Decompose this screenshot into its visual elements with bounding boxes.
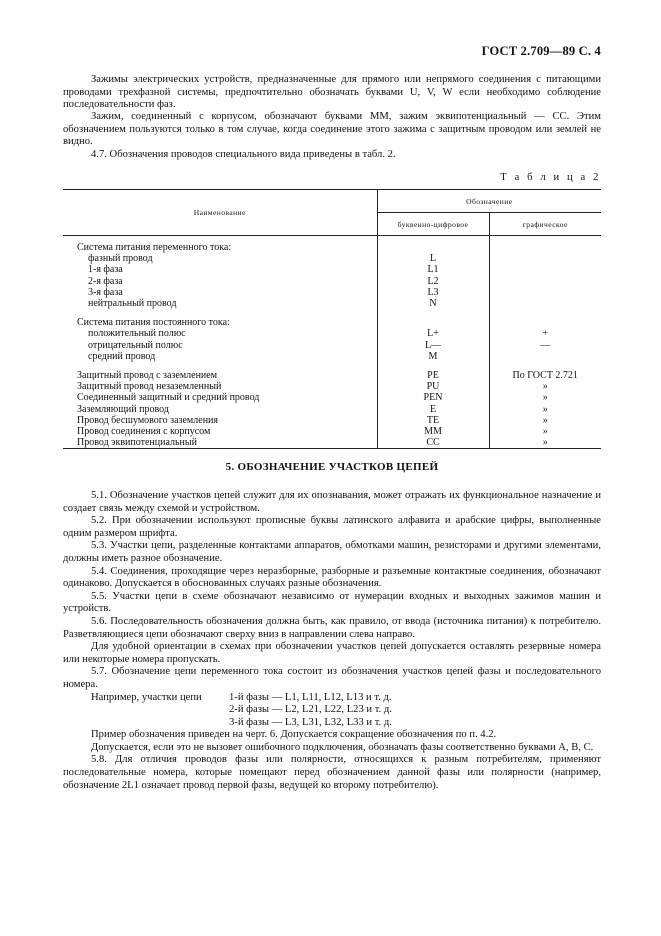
table-caption: Т а б л и ц а 2 xyxy=(500,172,601,183)
example-phase-1: 1-й фазы — L1, L11, L12, L13 и т. д. xyxy=(229,691,392,703)
section-5-body xyxy=(63,490,601,792)
paragraph-5-4: 5.4. Соединения, проходящие через неразборные, разборные и разъемные контактные соединения, обозначают одинаково. Допускается в обоснованных случаях разные обозначения. xyxy=(63,565,601,590)
table-row: средний провод M xyxy=(63,351,601,362)
paragraph-5-3: 5.3. Участки цепи, разделенные контактами аппаратов, обмотками машин, резисторами и другими элементами, должны иметь разное обозначение. xyxy=(63,540,601,564)
table-row: Защитный провод с заземлением PE По ГОСТ 2.721 xyxy=(63,362,601,381)
header-name: Наименование xyxy=(63,190,377,236)
section-5-title: 5. ОБОЗНАЧЕНИЕ УЧАСТКОВ ЦЕПЕЙ xyxy=(225,461,439,473)
table-row: 2-я фаза L2 xyxy=(63,276,601,287)
paragraph-4-7: 4.7. Обозначения проводов специального вида приведены в табл. 2. xyxy=(91,149,396,160)
header-graphic: графическое xyxy=(489,213,601,236)
paragraph-5-2: 5.2. При обозначении используют прописные буквы латинского алфавита и арабские цифры, выполненные одним размером шрифта. xyxy=(63,515,601,539)
table-row: Заземляющий провод E » xyxy=(63,404,601,415)
table-row: Провод соединения с корпусом MM » xyxy=(63,426,601,437)
table-row: фазный провод L xyxy=(63,253,601,264)
table-row: Провод эквипотенциальный CC » xyxy=(63,437,601,449)
example-line-2 xyxy=(63,704,601,717)
group-title-dc: Система питания постоянного тока: xyxy=(77,317,230,329)
paragraph-terminal-mm-cc: Зажим, соединенный с корпусом, обозначают буквами MM, зажим эквипотенциальный — CC. Этим обозначением пользуются только в том случае, когда соединение этого зажима с защитным проводом или землей не видно. xyxy=(63,111,601,148)
paragraph-5-7: 5.7. Обозначение цепи переменного тока состоит из обозначения участков цепей фазы и последовательного номера. xyxy=(63,666,601,690)
paragraph-5-1: 5.1. Обозначение участков цепей служит для их опознавания, может отражать их функциональное назначение и создает связь между схемой и устройством. xyxy=(63,490,601,514)
table-row: 1-я фаза L1 xyxy=(63,264,601,275)
group-title-ac: Система питания переменного тока: xyxy=(77,242,232,253)
example-label: Например, участки цепи xyxy=(91,691,202,703)
paragraph-5-5: 5.5. Участки цепи в схеме обозначают независимо от нумерации входных и выходных зажимов машин и устройств. xyxy=(63,590,601,615)
example-phase-3: 3-й фазы — L3, L31, L32, L33 и т. д. xyxy=(229,716,392,728)
table-row: Соединенный защитный и средний провод PEN » xyxy=(63,392,601,403)
paragraph-5-8: 5.8. Для отличия проводов фазы или полярности, относящихся к разным потребителям, применяют последовательные номера, которые помещают перед обозначением данной фазы или полярности (например, обозначение 2L1 означает провод первой фазы, ведущей ко второму потребителю). xyxy=(63,754,601,791)
header-designation: Обозначение xyxy=(377,190,601,213)
page-header: ГОСТ 2.709—89 С. 4 xyxy=(481,44,601,58)
table-row: положительный полюс L+ + xyxy=(63,328,601,339)
table-row: отрицательный полюс L— — xyxy=(63,340,601,351)
table-row: Защитный провод незаземленный PU » xyxy=(63,381,601,392)
table-2 xyxy=(63,189,601,449)
paragraph-terminals-uvw: Зажимы электрических устройств, предназначенные для прямого или непрямого соединения с питающими проводами трехфазной системы, предпочтительно обозначать буквами U, V, W если необходимо соблюдение последовательности фаз. xyxy=(63,74,601,111)
example-phase-2: 2-й фазы — L2, L21, L22, L23 и т. д. xyxy=(229,704,392,716)
paragraph-5-7-abc: Допускается, если это не вызовет ошибочного подключения, обозначать фазы соответственно буквами A, B, C. xyxy=(91,741,594,753)
example-line-3 xyxy=(63,717,601,730)
table-row: Провод бесшумового заземления TE » xyxy=(63,415,601,426)
example-line-1 xyxy=(63,692,601,705)
table-row: нейтральный провод N xyxy=(63,298,601,309)
paragraph-5-7-example-ref: Пример обозначения приведен на черт. 6. Допускается сокращение обозначения по п. 4.2. xyxy=(91,729,497,741)
table-row: 3-я фаза L3 xyxy=(63,287,601,298)
header-alnum: буквенно-цифровое xyxy=(377,213,489,236)
paragraph-5-6: 5.6. Последовательность обозначения должна быть, как правило, от ввода (источника питания) к потребителю. Разветвляющиеся цепи обозначают сверху вниз в направлении слева направо. xyxy=(63,615,601,640)
paragraph-5-6-note: Для удобной ориентации в схемах при обозначении участков цепей допускается оставлять резервные номера или некоторые номера пропускать. xyxy=(63,641,601,665)
